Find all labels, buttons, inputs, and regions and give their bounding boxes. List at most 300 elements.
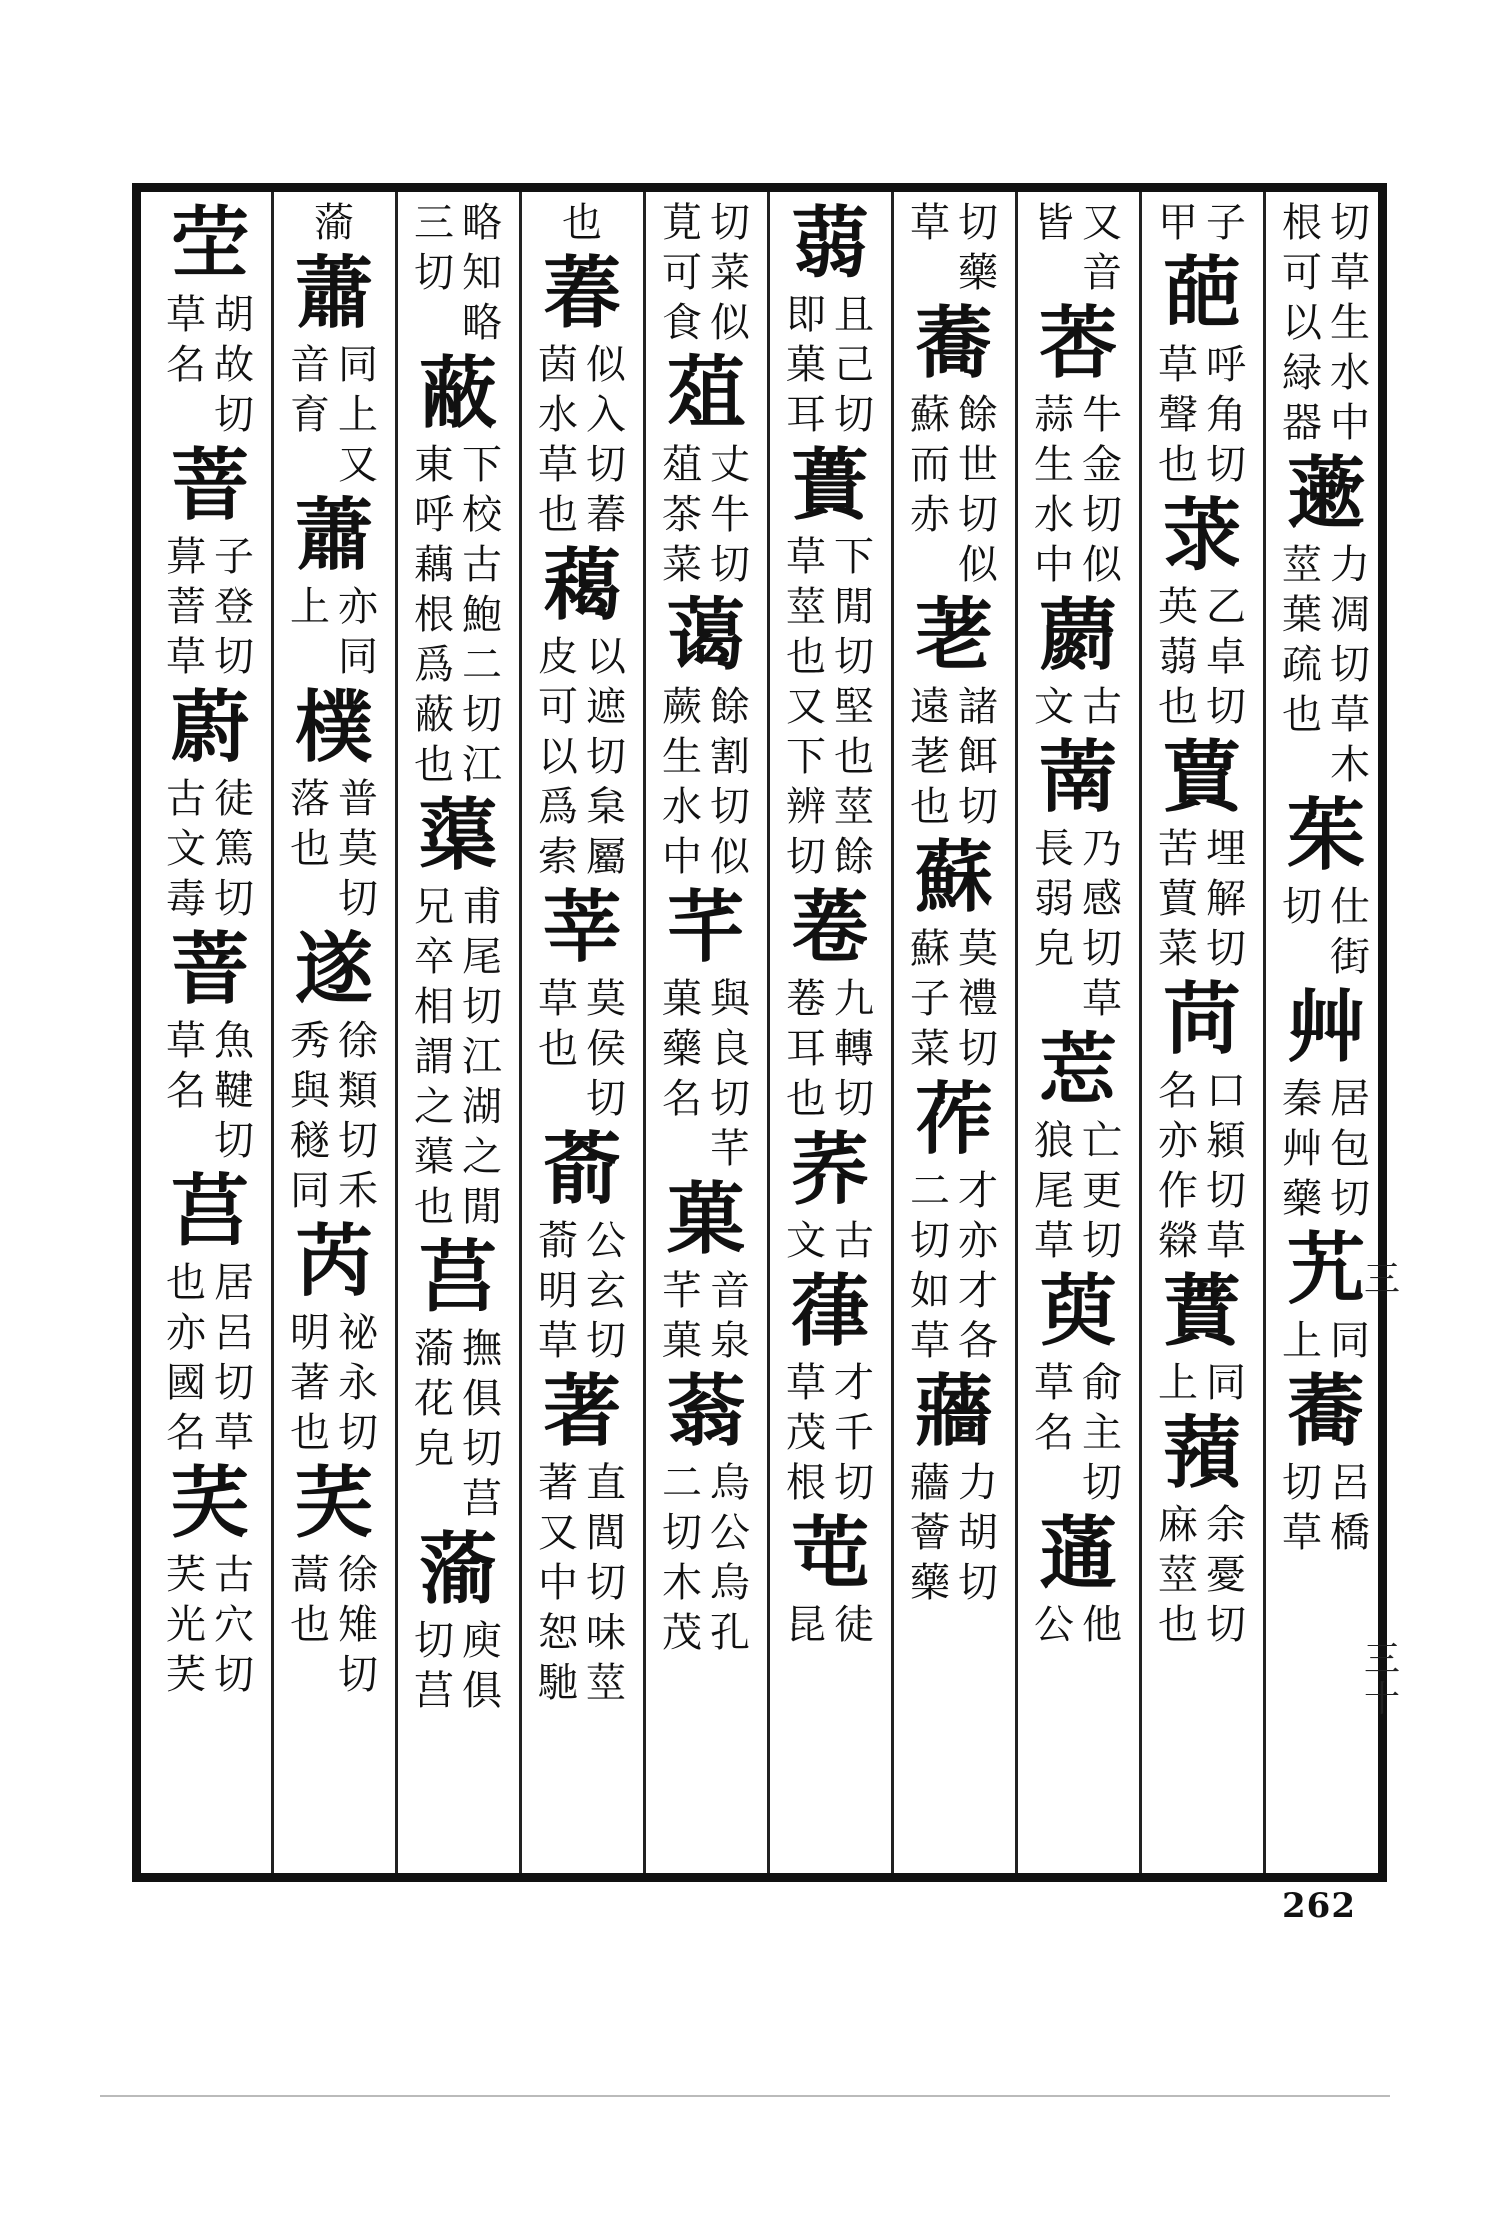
- definition: [164, 1550, 256, 1700]
- dictionary-entry: [408, 1232, 508, 1524]
- dictionary-entry: [1028, 1024, 1128, 1266]
- headword: 葩: [1162, 248, 1241, 339]
- definition-line: 仕街: [1330, 884, 1370, 980]
- dictionary-entry: [1152, 1266, 1252, 1408]
- dictionary-entry: [408, 790, 508, 1232]
- definition: [784, 290, 876, 440]
- definition: [288, 774, 380, 924]
- definition: [536, 1458, 628, 1708]
- dictionary-entry: [1276, 1366, 1376, 1558]
- scan-speck: [100, 2095, 1390, 2097]
- definition: [536, 1216, 628, 1366]
- headword: 蓊: [666, 1366, 745, 1457]
- definition: [784, 974, 876, 1124]
- definition: [1156, 582, 1248, 732]
- headword: 蕎: [914, 298, 993, 389]
- definition-line: 古: [1082, 684, 1122, 730]
- definition-line: 皆: [1034, 200, 1074, 246]
- definition-line: 草: [910, 200, 950, 246]
- definition-line: 長弱皃: [1034, 826, 1074, 972]
- definition-line: 下閒切堅也莖餘: [834, 534, 874, 880]
- definition-line: 徐雉切: [338, 1552, 378, 1698]
- definition-line: 草名: [1034, 1360, 1074, 1456]
- definition: [908, 1458, 1000, 1608]
- definition: [164, 774, 256, 924]
- definition-line: 諸餌切: [958, 684, 998, 830]
- headword: 蔚: [170, 682, 249, 773]
- dictionary-entry: [904, 298, 1004, 590]
- definition: [784, 1358, 876, 1508]
- definition-line: 蘠薈藥: [910, 1460, 950, 1606]
- definition-line: 與良切芊: [710, 976, 750, 1172]
- dictionary-entry: [904, 832, 1004, 1074]
- definition-line: 埋解切: [1206, 826, 1246, 972]
- definition-line: 九轉切: [834, 976, 874, 1122]
- definition: [1280, 1458, 1372, 1558]
- definition-line: 餘世切似: [958, 392, 998, 588]
- definition-line: 直閭切味莖: [586, 1460, 626, 1706]
- dictionary-entry: [1028, 1508, 1128, 1650]
- headword: 芚: [790, 1508, 869, 1599]
- text-column: [769, 198, 891, 1868]
- dictionary-entry: [160, 682, 260, 924]
- definition-line: 菓藥名: [662, 976, 702, 1122]
- definition-line: 同上又: [338, 342, 378, 488]
- definition: [412, 440, 504, 790]
- headword: 苘: [1162, 974, 1241, 1065]
- definition: [1156, 1358, 1248, 1408]
- dictionary-entry: [284, 1458, 384, 1700]
- headword: 艸: [1286, 982, 1365, 1073]
- definition-line: 居包切: [1330, 1076, 1370, 1222]
- dictionary-entry: [532, 1366, 632, 1708]
- definition: [1032, 682, 1124, 732]
- definition: [784, 532, 876, 882]
- definition-line: 力胡切: [958, 1460, 998, 1606]
- definition-line: 草名: [166, 292, 206, 388]
- definition-line: 苦蕒菜: [1158, 826, 1198, 972]
- dictionary-entry: [1276, 1224, 1376, 1366]
- definition-line: 音育: [290, 342, 330, 438]
- definition-line: 牛金切似: [1082, 392, 1122, 588]
- headword: 芺: [170, 1458, 249, 1549]
- definition-line: 上: [1158, 1360, 1198, 1406]
- definition-line: 明著也: [290, 1310, 330, 1456]
- dictionary-entry: [412, 198, 504, 348]
- definition-line: 才亦才各: [958, 1168, 998, 1364]
- definition-line: 草茂根: [786, 1360, 826, 1506]
- text-column: [893, 198, 1015, 1868]
- definition-line: 略知略: [462, 200, 502, 346]
- definition-line: 也: [562, 200, 602, 246]
- definition: [908, 390, 1000, 590]
- dictionary-entry: [780, 882, 880, 1124]
- definition-line: 皮可以爲索: [538, 634, 578, 880]
- headword: 蘮: [1038, 590, 1117, 681]
- definition: [288, 340, 380, 490]
- definition-line: 似入切萶: [586, 342, 626, 538]
- definition-line: 草莖也又下辨切: [786, 534, 826, 880]
- definition-line: 兄卒相謂之蕖也: [414, 884, 454, 1230]
- headword: 遂: [294, 924, 373, 1015]
- headword: 葎: [790, 1266, 869, 1357]
- definition-line: 胡故切: [214, 292, 254, 438]
- definition: [1156, 340, 1248, 490]
- headword: 蕭: [294, 248, 373, 339]
- dictionary-entry: [284, 1216, 384, 1458]
- definition-line: 魚鞬切: [214, 1018, 254, 1164]
- headword: 蕍: [418, 1524, 497, 1615]
- definition: [908, 198, 1000, 298]
- dictionary-entry: [904, 1366, 1004, 1608]
- definition-line: 麻莖也: [1158, 1502, 1198, 1648]
- dictionary-entry: [1280, 198, 1372, 448]
- dictionary-entry: [656, 1366, 756, 1658]
- dictionary-entry: [1028, 1266, 1128, 1508]
- edge-text: 三: [1363, 1259, 1400, 1300]
- definition-line: 庾俱: [462, 1618, 502, 1714]
- dictionary-entry: [780, 198, 880, 440]
- dictionary-entry: [160, 440, 260, 682]
- headword: 蓪: [1038, 1508, 1117, 1599]
- dictionary-entry: [904, 1074, 1004, 1366]
- definition-line: 遠荖也: [910, 684, 950, 830]
- definition: [536, 632, 628, 882]
- dictionary-entry: [656, 590, 756, 882]
- dictionary-entry: [532, 248, 632, 540]
- definition: [1156, 198, 1248, 248]
- definition-line: 子: [1206, 200, 1246, 246]
- definition: [1280, 1316, 1372, 1366]
- dictionary-entry: [408, 1524, 508, 1716]
- headword: 葅: [666, 348, 745, 439]
- dictionary-entry: [284, 490, 384, 682]
- definition-line: 乃感切草: [1082, 826, 1122, 1022]
- definition: [1280, 540, 1372, 790]
- definition-line: 呂橋: [1330, 1460, 1370, 1556]
- definition-line: 草也: [538, 976, 578, 1072]
- definition: [1156, 1500, 1248, 1650]
- headword: 茱: [1286, 790, 1365, 881]
- definition-line: 口潁切草: [1206, 1068, 1246, 1264]
- dictionary-entry: [1028, 590, 1128, 732]
- dictionary-entry: [1276, 982, 1376, 1224]
- dictionary-entry: [532, 540, 632, 882]
- definition: [288, 1308, 380, 1458]
- definition: [412, 198, 504, 348]
- dictionary-entry: [312, 198, 356, 248]
- definition-line: 祕永切: [338, 1310, 378, 1456]
- definition: [784, 1216, 876, 1266]
- dictionary-entry: [908, 198, 1000, 298]
- dictionary-entry: [780, 440, 880, 882]
- definition: [288, 582, 380, 682]
- definition: [784, 1600, 876, 1650]
- definition: [908, 1166, 1000, 1366]
- dictionary-entry: [1152, 974, 1252, 1266]
- definition-line: 丈牛切: [710, 442, 750, 588]
- definition: [412, 882, 504, 1232]
- definition-line: 東呼藕根爲蔽也: [414, 442, 454, 788]
- headword: 莕: [1038, 298, 1117, 389]
- text-column: [273, 198, 395, 1868]
- definition-line: 亦同: [338, 584, 378, 680]
- definition-line: 昆: [786, 1602, 826, 1648]
- definition-line: 上: [1282, 1318, 1322, 1364]
- definition-line: 秀與穟同: [290, 1018, 330, 1214]
- definition-line: 即菓耳: [786, 292, 826, 438]
- definition: [412, 1324, 504, 1524]
- definition: [1032, 824, 1124, 1024]
- definition: [164, 1016, 256, 1166]
- definition-line: 以遮切枲屬: [586, 634, 626, 880]
- definition-line: 居呂切草: [214, 1260, 254, 1456]
- text-column: [645, 198, 767, 1868]
- definition: [660, 198, 752, 348]
- dictionary-entry: [284, 924, 384, 1216]
- definition: [288, 1016, 380, 1216]
- text-column: [397, 198, 519, 1868]
- definition: [908, 682, 1000, 832]
- definition-line: 名亦作檾: [1158, 1068, 1198, 1264]
- definition: [1280, 198, 1372, 448]
- definition: [660, 682, 752, 882]
- dictionary-entry: [780, 1124, 880, 1266]
- headword: 莒: [170, 1166, 249, 1257]
- headword: 蘇: [914, 832, 993, 923]
- dictionary-entry: [904, 590, 1004, 832]
- definition-line: 甫尾切江湖之閒: [462, 884, 502, 1230]
- definition: [1032, 1358, 1124, 1508]
- headword: 莒: [418, 1232, 497, 1323]
- definition-line: 切草生水中: [1330, 200, 1370, 446]
- definition-line: 才千切: [834, 1360, 874, 1506]
- dictionary-entry: [160, 1166, 260, 1458]
- definition-line: 他: [1082, 1602, 1122, 1648]
- text-column: [1017, 198, 1139, 1868]
- definition-line: 蒿也: [290, 1552, 330, 1648]
- definition-line: 切菜似: [710, 200, 750, 346]
- dictionary-entry: [532, 882, 632, 1124]
- definition-line: 又音: [1082, 200, 1122, 296]
- definition-line: 撫俱切莒: [462, 1326, 502, 1522]
- headword: 莘: [542, 882, 621, 973]
- dictionary-entry: [780, 1508, 880, 1650]
- headword: 芺: [294, 1458, 373, 1549]
- definition-line: 餘割切似: [710, 684, 750, 880]
- definition-line: 子登切: [214, 534, 254, 680]
- headword: 蒻: [790, 198, 869, 289]
- dictionary-entry: [560, 198, 604, 248]
- headword: 萶: [542, 248, 621, 339]
- headword: 茔: [170, 198, 249, 289]
- dictionary-entry: [284, 682, 384, 924]
- definition: [1032, 1116, 1124, 1266]
- definition-line: 下校古鮑二切江: [462, 442, 502, 788]
- definition-line: 同: [1330, 1318, 1370, 1364]
- definition: [660, 974, 752, 1174]
- definition-line: 莫侯切: [586, 976, 626, 1122]
- definition-line: 徐類切禾: [338, 1018, 378, 1214]
- text-column: [149, 198, 271, 1868]
- headword: 萳: [1038, 732, 1117, 823]
- headword: 藒: [542, 540, 621, 631]
- headword: 莋: [914, 1074, 993, 1165]
- definition-line: 文: [1034, 684, 1074, 730]
- definition-line: 莖葉疏也: [1282, 542, 1322, 738]
- definition: [312, 198, 356, 248]
- definition-line: 芊菓: [662, 1268, 702, 1364]
- definition-line: 茵水草也: [538, 342, 578, 538]
- dictionary-entry: [532, 1124, 632, 1366]
- definition-line: 余憂切: [1206, 1502, 1246, 1648]
- dictionary-entry: [1028, 732, 1128, 1024]
- headword: 樸: [294, 682, 373, 773]
- definition-line: 蘇子菜: [910, 926, 950, 1072]
- definition: [1156, 824, 1248, 974]
- definition: [660, 1458, 752, 1658]
- dictionary-entry: [660, 198, 752, 348]
- headword: 荞: [790, 1124, 869, 1215]
- definition-line: 呼角切: [1206, 342, 1246, 488]
- definition-line: 秦艸藥: [1282, 1076, 1322, 1222]
- definition-line: 古文毒: [166, 776, 206, 922]
- definition-line: 切: [1282, 884, 1322, 930]
- definition-line: 二切木茂: [662, 1460, 702, 1656]
- headword: 蕡: [1162, 1266, 1241, 1357]
- headword: 芮: [294, 1216, 373, 1307]
- definition: [1032, 390, 1124, 590]
- headword: 芊: [666, 882, 745, 973]
- dictionary-entry: [160, 924, 260, 1166]
- definition: [660, 440, 752, 590]
- dictionary-entry: [1152, 1408, 1252, 1650]
- headword: 蕒: [1162, 732, 1241, 823]
- headword: 蕢: [790, 440, 869, 531]
- definition-line: 莫禮切: [958, 926, 998, 1072]
- dictionary-entry: [408, 348, 508, 790]
- definition: [660, 1266, 752, 1366]
- definition-line: 菤耳也: [786, 976, 826, 1122]
- definition: [1032, 1600, 1124, 1650]
- definition: [908, 924, 1000, 1074]
- definition-line: 三切: [414, 200, 454, 296]
- definition-line: 徒篤切: [214, 776, 254, 922]
- definition: [1032, 198, 1124, 298]
- dictionary-entry: [1152, 732, 1252, 974]
- definition-line: 切莒: [414, 1618, 454, 1714]
- definition: [164, 1258, 256, 1458]
- definition: [560, 198, 604, 248]
- dictionary-entry: [1032, 198, 1124, 298]
- headword: 藗: [1286, 448, 1365, 539]
- dictionary-entry: [1152, 490, 1252, 732]
- dictionary-entry: [284, 248, 384, 490]
- text-column: [521, 198, 643, 1868]
- definition-line: 俞主切: [1082, 1360, 1122, 1506]
- definition-line: 狼尾草: [1034, 1118, 1074, 1264]
- definition-line: 切草: [1282, 1460, 1322, 1556]
- definition-line: 萛萻草: [166, 534, 206, 680]
- headword: 萻: [170, 924, 249, 1015]
- headword: 萮: [542, 1124, 621, 1215]
- dictionary-entry: [1276, 790, 1376, 982]
- headword: 萸: [1038, 1266, 1117, 1357]
- definition: [1280, 1074, 1372, 1224]
- definition: [1156, 1066, 1248, 1266]
- definition-line: 同: [1206, 1360, 1246, 1406]
- headword: 蕎: [1286, 1366, 1365, 1457]
- definition-line: 上: [290, 584, 330, 630]
- definition: [536, 974, 628, 1124]
- headword: 菤: [790, 882, 869, 973]
- headword: 荖: [914, 590, 993, 681]
- definition: [164, 532, 256, 682]
- definition-line: 公: [1034, 1602, 1074, 1648]
- dictionary-entry: [780, 1266, 880, 1508]
- headword: 蘠: [914, 1366, 993, 1457]
- definition: [536, 340, 628, 540]
- definition-line: 芺光芺: [166, 1552, 206, 1698]
- definition-line: 莧可食: [662, 200, 702, 346]
- headword: 蕖: [418, 790, 497, 881]
- headword: 蕷: [1162, 1408, 1241, 1499]
- definition-line: 蕍花皃: [414, 1326, 454, 1472]
- definition-line: 落也: [290, 776, 330, 872]
- definition-line: 蒜生水中: [1034, 392, 1074, 588]
- page-number: 262: [1282, 1886, 1356, 1926]
- headword: 艽: [1286, 1224, 1365, 1315]
- dictionary-entry: [1276, 448, 1376, 790]
- definition-line: 普莫切: [338, 776, 378, 922]
- definition-line: 著又中恕馳: [538, 1460, 578, 1706]
- definition: [412, 1616, 504, 1716]
- headword: 萻: [170, 440, 249, 531]
- definition-line: 音泉: [710, 1268, 750, 1364]
- definition: [164, 290, 256, 440]
- definition-line: 古: [834, 1218, 874, 1264]
- edge-text: 三十: [1363, 1639, 1400, 1720]
- definition-line: 古穴切: [214, 1552, 254, 1698]
- definition-line: 萮明草: [538, 1218, 578, 1364]
- text-column: [1141, 198, 1263, 1868]
- dictionary-entry: [160, 1458, 260, 1700]
- definition: [1280, 882, 1372, 982]
- headword: 著: [542, 1366, 621, 1457]
- definition: [288, 1550, 380, 1700]
- definition-line: 蕨生水中: [662, 684, 702, 880]
- definition-line: 且己切: [834, 292, 874, 438]
- definition-line: 切藥: [958, 200, 998, 296]
- definition-line: 根可以緑器: [1282, 200, 1322, 446]
- dictionary-entry: [656, 882, 756, 1174]
- definition-line: 力凋切草木: [1330, 542, 1370, 788]
- dictionary-entry: [160, 198, 260, 440]
- headword: 蕭: [294, 490, 373, 581]
- definition-line: 徒: [834, 1602, 874, 1648]
- definition-line: 草名: [166, 1018, 206, 1114]
- dictionary-entry: [1156, 198, 1248, 248]
- headword: 莍: [1162, 490, 1241, 581]
- definition-line: 亡更切: [1082, 1118, 1122, 1264]
- definition-line: 文: [786, 1218, 826, 1264]
- dictionary-entry: [656, 1174, 756, 1366]
- headword: 菓: [666, 1174, 745, 1265]
- definition-line: 公玄切: [586, 1218, 626, 1364]
- headword: 蔼: [666, 590, 745, 681]
- headword: 蔽: [418, 348, 497, 439]
- dictionary-entry: [656, 348, 756, 590]
